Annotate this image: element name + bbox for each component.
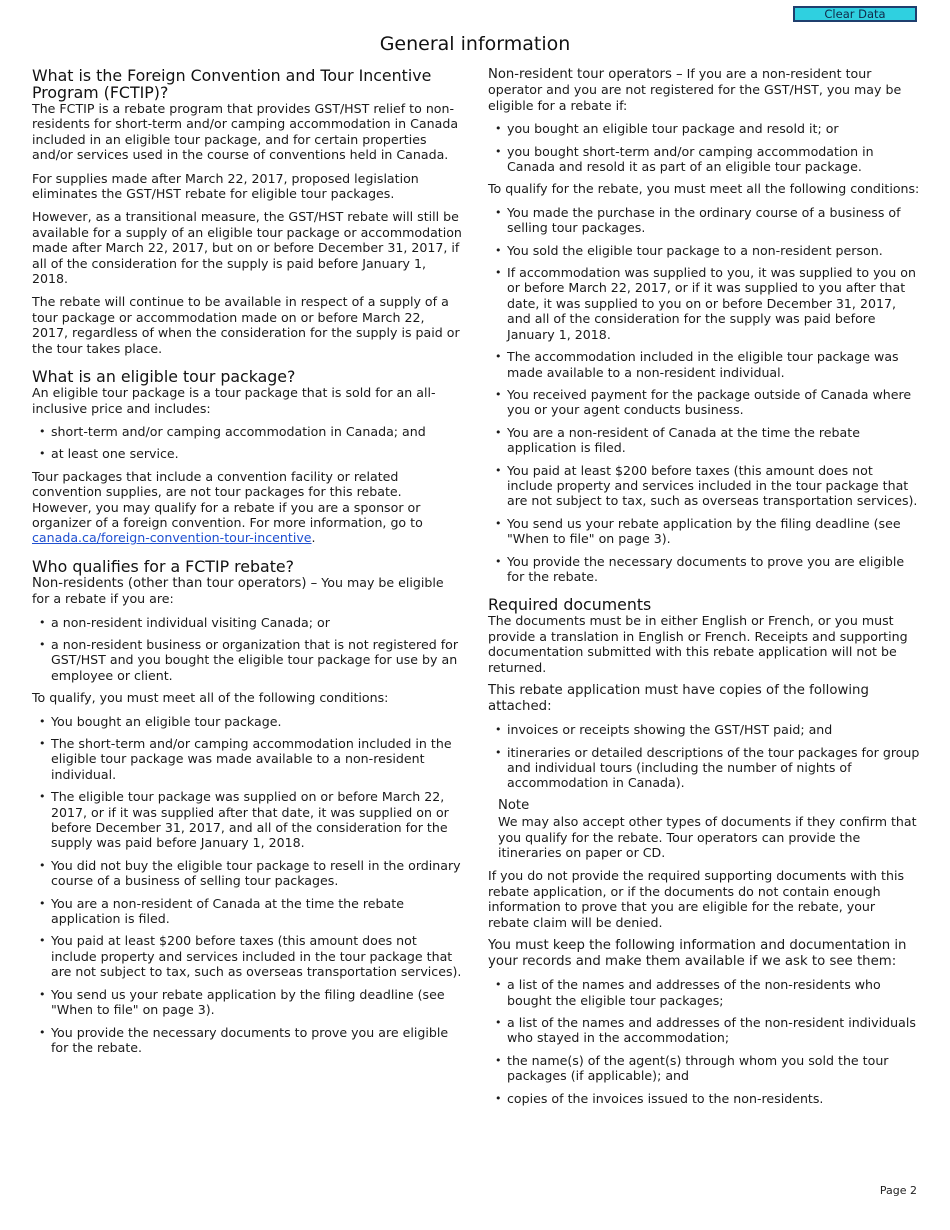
list-item: • You made the purchase in the ordinary course of a business of selling tour packages.	[488, 205, 920, 236]
list-item: • copies of the invoices issued to the non-residents.	[488, 1091, 920, 1106]
list-item: • You paid at least $200 before taxes (this amount does not include property and services included in the tour package that are not subject to tax, such as overseas transportation services).	[488, 463, 920, 509]
paragraph: If you do not provide the required supporting documents with this rebate application, or if the documents do not contain enough information to prove that you are eligible for the rebate, your rebate claim will be denied.	[488, 868, 904, 930]
paragraph: The FCTIP is a rebate program that provides GST/HST relief to non-residents for short-term and/or camping accommodation in Canada included in an eligible tour package, and for certain properties and/or services used in the course of conventions held in Canada.	[32, 101, 459, 163]
note-box	[498, 798, 920, 861]
bullet-list	[488, 722, 920, 791]
bullet-list	[488, 121, 920, 174]
list-item: • The accommodation included in the eligible tour package was made available to a non-resident individual.	[488, 349, 920, 380]
list-item: • a non-resident individual visiting Canada; or	[32, 615, 464, 630]
bullet-list	[32, 424, 464, 462]
paragraph	[32, 469, 464, 546]
bullet-list	[32, 615, 464, 684]
list-item: • The eligible tour package was supplied on or before March 22, 2017, or if it was supplied after that date, it was supplied on or before December 31, 2017, and all of the consideration for the supply was paid before January 1, 2018.	[32, 789, 464, 851]
paragraph: However, as a transitional measure, the GST/HST rebate will still be available for a supply of an eligible tour package or accommodation made after March 22, 2017, but on or before December 31, 2017, if all of the consideration for the supply is paid before January 1, 2018.	[32, 209, 462, 287]
list-item: • You send us your rebate application by the filing deadline (see "When to file" on page 3).	[32, 987, 464, 1018]
list-item: • at least one service.	[32, 446, 464, 461]
paragraph: To qualify, you must meet all of the following conditions:	[32, 690, 389, 706]
non-residents-label: Non-residents (other than tour operators) –	[32, 575, 318, 591]
subheading: You must keep the following information and documentation in your records and make them available if we ask to see them:	[488, 938, 907, 969]
list-item: • short-term and/or camping accommodation in Canada; and	[32, 424, 464, 439]
conditions-list	[488, 205, 920, 585]
list-item: • The short-term and/or camping accommodation included in the eligible tour package was made available to a non-resident individual.	[32, 736, 464, 782]
heading-required-documents: Required documents	[488, 595, 652, 615]
left-column	[32, 66, 464, 1062]
tour-operators-label: Non-resident tour operators –	[488, 67, 683, 82]
list-item: • You provide the necessary documents to prove you are eligible for the rebate.	[32, 1025, 464, 1056]
paragraph	[32, 575, 464, 607]
note-text: We may also accept other types of documents if they confirm that you qualify for the rebate. Tour operators can provide the itineraries on paper or CD.	[498, 814, 917, 861]
list-item: • You did not buy the eligible tour package to resell in the ordinary course of a business of selling tour packages.	[32, 858, 464, 889]
paragraph-text: Tour packages that include a convention facility or related convention supplies, are not tour packages for this rebate. However, you may qualify for a rebate if you are a sponsor or organizer of a foreign convention. For more information, go to	[32, 468, 423, 530]
paragraph: For supplies made after March 22, 2017, proposed legislation eliminates the GST/HST rebate for eligible tour packages.	[32, 170, 419, 202]
list-item: • You send us your rebate application by the filing deadline (see "When to file" on page 3).	[488, 516, 920, 547]
conditions-list	[32, 714, 464, 1056]
list-item: • If accommodation was supplied to you, it was supplied to you on or before March 22, 2017, or if it was supplied to you after that date, it was supplied to you on or before December 31, 2017, and all of the consideration for the supply was paid before January 1, 2018.	[488, 265, 920, 342]
paragraph: The documents must be in either English or French, or you must provide a translation in English or French. Receipts and supporting documentation submitted with this rebate application will not be returned.	[488, 613, 908, 675]
heading-who-qualifies: Who qualifies for a FCTIP rebate?	[32, 556, 295, 576]
bullet-list	[488, 977, 920, 1106]
right-column	[488, 66, 920, 1113]
list-item: • you bought an eligible tour package and resold it; or	[488, 121, 920, 136]
paragraph-end: .	[311, 530, 316, 546]
paragraph: The rebate will continue to be available in respect of a supply of a tour package or accommodation made on or before March 22, 2017, regardless of when the consideration for the supply is paid or the tour takes place.	[32, 294, 460, 356]
list-item: • the name(s) of the agent(s) through whom you sold the tour packages (if applicable); and	[488, 1053, 920, 1084]
list-item: • You paid at least $200 before taxes (this amount does not include property and services included in the tour package that are not subject to tax, such as overseas transportation services).	[32, 933, 464, 979]
paragraph: An eligible tour package is a tour package that is sold for an all-inclusive price and includes:	[32, 385, 436, 416]
list-item: • a list of the names and addresses of the non-resident individuals who stayed in the accommodation;	[488, 1015, 920, 1046]
list-item: • You are a non-resident of Canada at the time the rebate application is filed.	[488, 425, 920, 456]
heading-eligible-tour-package: What is an eligible tour package?	[32, 367, 296, 387]
list-item: • itineraries or detailed descriptions of the tour packages for group and individual tours (including the number of nights of accommodation in Canada).	[488, 745, 920, 791]
list-item: • a list of the names and addresses of the non-residents who bought the eligible tour packages;	[488, 977, 920, 1008]
clear-data-button[interactable]: Clear Data	[793, 6, 917, 22]
note-title: Note	[498, 797, 530, 813]
list-item: • You received payment for the package outside of Canada where you or your agent conducts business.	[488, 387, 920, 418]
paragraph	[488, 66, 920, 113]
page-title: General information	[379, 33, 571, 55]
subheading: This rebate application must have copies of the following attached:	[488, 683, 869, 714]
heading-what-is-fctip: What is the Foreign Convention and Tour Incentive Program (FCTIP)?	[32, 66, 432, 102]
page-number: Page 2	[879, 1184, 917, 1197]
list-item: • You provide the necessary documents to prove you are eligible for the rebate.	[488, 554, 920, 585]
paragraph-text: You may be eligible for a rebate if you are:	[32, 574, 444, 607]
list-item: • You are a non-resident of Canada at the time the rebate application is filed.	[32, 896, 464, 927]
paragraph-text: If you are a non-resident tour operator and you are not registered for the GST/HST, you may be eligible for a rebate if:	[488, 66, 902, 113]
fctip-link[interactable]: canada.ca/foreign-convention-tour-incentive	[32, 530, 312, 546]
list-item: • you bought short-term and/or camping accommodation in Canada and resold it as part of an eligible tour package.	[488, 144, 920, 175]
paragraph: To qualify for the rebate, you must meet all the following conditions:	[488, 181, 920, 197]
list-item: • You bought an eligible tour package.	[32, 714, 464, 729]
list-item: • invoices or receipts showing the GST/HST paid; and	[488, 722, 920, 737]
list-item: • a non-resident business or organization that is not registered for GST/HST and you bought the eligible tour package for use by an employee or client.	[32, 637, 464, 683]
list-item: • You sold the eligible tour package to a non-resident person.	[488, 243, 920, 258]
